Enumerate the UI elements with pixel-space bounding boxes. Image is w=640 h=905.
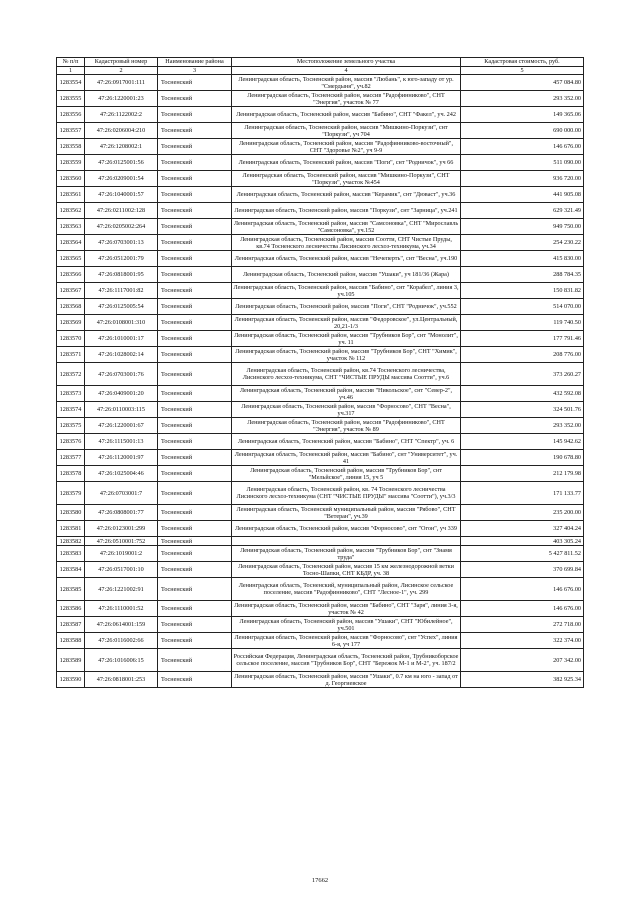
- district-name-cell: Тосненский: [158, 521, 232, 537]
- cadastral-value-cell: 432 592.08: [461, 386, 584, 402]
- table-row: [57, 482, 584, 505]
- table-row: [57, 601, 584, 617]
- row-number-cell: 1283588: [57, 633, 85, 649]
- location-cell: Ленинградская область, Тосненский район, массив "Бабино", СНТ "Заря", линия 3-я, участок № 42: [232, 601, 461, 617]
- cadastral-value-cell: 288 784.35: [461, 267, 584, 283]
- district-name-cell: Тосненский: [158, 235, 232, 251]
- cadastral-number-cell: 47:26:1220001:67: [85, 418, 158, 434]
- table-row: [57, 171, 584, 187]
- location-cell: Ленинградская область, Тосненский район, массив "Радофинниково", СНТ "Энергия", участок № 89: [232, 418, 461, 434]
- row-number-cell: 1283574: [57, 402, 85, 418]
- district-name-cell: Тосненский: [158, 267, 232, 283]
- cadastral-value-cell: 511 090.00: [461, 155, 584, 171]
- table-row: [57, 107, 584, 123]
- location-cell: Ленинградская область, Тосненский район, массив "Ушаки", уч 181/36 (Жара): [232, 267, 461, 283]
- row-number-cell: 1283556: [57, 107, 85, 123]
- row-number-cell: 1283557: [57, 123, 85, 139]
- location-cell: Ленинградская область, Тосненский район, массив "Бабино", снт "Университет", уч. 41: [232, 450, 461, 466]
- page-number: 17662: [311, 877, 329, 884]
- table-row: [57, 75, 584, 91]
- cadastral-number-cell: 47:26:0808001:77: [85, 505, 158, 521]
- column-index: 5: [461, 67, 584, 75]
- cadastral-value-cell: 949 750.00: [461, 219, 584, 235]
- district-name-cell: Тосненский: [158, 123, 232, 139]
- district-name-cell: Тосненский: [158, 386, 232, 402]
- table-row: [57, 537, 584, 546]
- row-number-cell: 1283560: [57, 171, 85, 187]
- location-cell: Ленинградская область, Тосненский район, массив "Ушаки", 0.7 км на юго - запад от д. Георгиевское: [232, 672, 461, 688]
- cadastral-number-cell: 47:26:0116002:66: [85, 633, 158, 649]
- location-cell: Ленинградская область, Тосненский район, массив "Трубников Бор", снт "Мельйское", линия 15, уч 5: [232, 466, 461, 482]
- cadastral-number-cell: 47:26:1208002:1: [85, 139, 158, 155]
- location-cell: Ленинградская область, Тосненский, муниципальный район, Лисинское сельское поселение, массив "Радофинниково", СНТ "Лесное-1", уч. 299: [232, 578, 461, 601]
- row-number-cell: 1283579: [57, 482, 85, 505]
- row-number-cell: 1283575: [57, 418, 85, 434]
- cadastral-number-cell: 47:26:1122002:2: [85, 107, 158, 123]
- cadastral-number-cell: 47:26:0206004:210: [85, 123, 158, 139]
- row-number-cell: 1283578: [57, 466, 85, 482]
- cadastral-value-cell: 212 179.98: [461, 466, 584, 482]
- cadastral-value-cell: 373 260.27: [461, 363, 584, 386]
- cadastral-value-cell: 5 427 811.52: [461, 546, 584, 562]
- location-cell: [232, 537, 461, 546]
- district-name-cell: Тосненский: [158, 617, 232, 633]
- column-index: 4: [232, 67, 461, 75]
- row-number-cell: 1283567: [57, 283, 85, 299]
- cadastral-value-cell: 327 404.24: [461, 521, 584, 537]
- row-number-cell: 1283554: [57, 75, 85, 91]
- cadastral-number-cell: 47:26:1028002:14: [85, 347, 158, 363]
- district-name-cell: Тосненский: [158, 315, 232, 331]
- location-cell: Ленинградская область, Тосненский район, массив "Бабино", снт "Корабел", линия 3, уч.105: [233, 283, 459, 298]
- location-cell: Ленинградская область, Тосненский район, массив "Поркузи", снт "Зарница", уч.241: [232, 203, 461, 219]
- row-number-cell: 1283566: [57, 267, 85, 283]
- district-name-cell: Тосненский: [158, 171, 232, 187]
- cadastral-value-cell: 119 740.50: [461, 315, 584, 331]
- row-number-cell: 1283581: [57, 521, 85, 537]
- location-cell: Ленинградская область, Тосненский район, массив "Трубников Бор", снт "Знамя труда": [232, 546, 461, 562]
- row-number-cell: 1283563: [57, 219, 85, 235]
- table-row: [57, 139, 584, 155]
- cadastral-value-cell: 150 831.82: [461, 283, 584, 299]
- row-number-cell: 1283582: [57, 537, 85, 546]
- table-row: [57, 434, 584, 450]
- header-cadastral-value: Кадастровая стоимость, руб.: [461, 58, 584, 67]
- cadastral-value-cell: 235 200.00: [461, 505, 584, 521]
- row-number-cell: 1283577: [57, 450, 85, 466]
- location-cell: Ленинградская область, Тосненский район, массив "Федоровское", ул.Центральный, 20,21-1/3: [232, 315, 461, 331]
- cadastral-number-cell: 47:26:0614001:159: [85, 617, 158, 633]
- cadastral-number-cell: 47:26:1010001:17: [85, 331, 158, 347]
- cadastral-value-cell: 146 676.00: [461, 601, 584, 617]
- table-row: [57, 466, 584, 482]
- cadastral-number-cell: 47:26:0703001:76: [85, 363, 158, 386]
- district-name-cell: Тосненский: [158, 537, 232, 546]
- district-name-cell: Тосненский: [158, 347, 232, 363]
- district-name-cell: Тосненский: [158, 601, 232, 617]
- district-name-cell: Тосненский: [158, 251, 232, 267]
- district-name-cell: Тосненский: [158, 546, 232, 562]
- cadastral-value-table: [56, 57, 584, 688]
- cadastral-number-cell: 47:26:0917001:111: [85, 75, 158, 91]
- cadastral-value-cell: 457 084.80: [461, 75, 584, 91]
- row-number-cell: 1283570: [57, 331, 85, 347]
- cadastral-number-cell: 47:26:0123001:299: [85, 521, 158, 537]
- location-cell: Ленинградская область, Тосненский район, кв. 74 Тосненского лесничества Лисинского лесхоз-техникума (СНТ "ЧИСТЫЕ ПРУДЫ" массива "Соотти"), уч.3/3: [232, 482, 461, 505]
- cadastral-number-cell: 47:26:1016006:15: [85, 649, 158, 672]
- location-cell: Ленинградская область, Тосненский район, массив "Нечеперть", снт "Весна", уч.190: [232, 251, 461, 267]
- table-row: [57, 155, 584, 171]
- cadastral-number-cell: 47:26:0517001:10: [85, 562, 158, 578]
- table-row: [57, 347, 584, 363]
- table-row: [57, 505, 584, 521]
- district-name-cell: Тосненский: [158, 649, 232, 672]
- cadastral-value-cell: 272 718.00: [461, 617, 584, 633]
- cadastral-value-cell: 441 905.08: [461, 187, 584, 203]
- cadastral-value-cell: 382 925.34: [461, 672, 584, 688]
- table-row: [57, 546, 584, 562]
- row-number-cell: 1283580: [57, 505, 85, 521]
- district-name-cell: Тосненский: [158, 331, 232, 347]
- row-number-cell: 1283562: [57, 203, 85, 219]
- table-row: [57, 219, 584, 235]
- row-number-cell: 1283576: [57, 434, 85, 450]
- cadastral-value-cell: 322 374.00: [461, 633, 584, 649]
- table-row: [57, 633, 584, 649]
- table-row: [57, 267, 584, 283]
- cadastral-number-cell: 47:26:1221002:91: [85, 578, 158, 601]
- table-row: [57, 562, 584, 578]
- row-number-cell: 1283587: [57, 617, 85, 633]
- district-name-cell: Тосненский: [158, 299, 232, 315]
- table-row: [57, 649, 584, 672]
- header-location: Местоположение земельного участка: [232, 58, 461, 67]
- cadastral-value-cell: 149 365.06: [461, 107, 584, 123]
- table-row: [57, 617, 584, 633]
- cadastral-value-cell: 207 342.00: [461, 649, 584, 672]
- row-number-cell: 1283571: [57, 347, 85, 363]
- row-number-cell: 1283555: [57, 91, 85, 107]
- district-name-cell: Тосненский: [158, 139, 232, 155]
- cadastral-number-cell: 47:26:1120001:97: [85, 450, 158, 466]
- cadastral-number-cell: 47:26:1117001:82: [85, 283, 158, 299]
- district-name-cell: Тосненский: [158, 107, 232, 123]
- cadastral-number-cell: 47:26:0703001:7: [85, 482, 158, 505]
- location-cell: Ленинградская область, Тосненский район, массив "Бабино", СНТ "Спектр", уч. 6: [232, 434, 461, 450]
- table-body: [57, 75, 584, 688]
- location-cell: Ленинградская область, Тосненский район, массив "Радофинниково", СНТ "Энергия", участок № 77: [232, 91, 461, 107]
- location-cell: Ленинградская область, Тосненский район, массив "Самсоновка", СНТ "Мирославль "Самсоновка", уч.152: [232, 219, 461, 235]
- table-row: [57, 386, 584, 402]
- cadastral-number-cell: 47:26:0125005:54: [85, 299, 158, 315]
- row-number-cell: 1283583: [57, 546, 85, 562]
- cadastral-value-cell: 293 352.00: [461, 418, 584, 434]
- district-name-cell: Тосненский: [158, 418, 232, 434]
- table-row: [57, 283, 584, 299]
- location-cell: Ленинградская область, Тосненский район, массив Соотти, СНТ Чистые Пруды, кв.74 Тосненского лесничества Лисинского лесхоз-техникума, уч.34: [232, 235, 461, 251]
- row-number-cell: 1283568: [57, 299, 85, 315]
- cadastral-number-cell: 47:26:1220001:23: [85, 91, 158, 107]
- district-name-cell: Тосненский: [158, 633, 232, 649]
- row-number-cell: 1283564: [57, 235, 85, 251]
- table-row: [57, 235, 584, 251]
- cadastral-value-cell: 403 305.24: [461, 537, 584, 546]
- district-name-cell: Тосненский: [158, 187, 232, 203]
- cadastral-value-cell: 171 133.77: [461, 482, 584, 505]
- row-number-cell: 1283584: [57, 562, 85, 578]
- cadastral-value-cell: 629 321.49: [461, 203, 584, 219]
- location-cell: Ленинградская область, Тосненский муниципальный район, массив "Рябово", СНТ "Ветеран", уч.39: [232, 505, 461, 521]
- location-cell: Ленинградская область, Тосненский район, массив "Трубников Бор", снт "Монолит", уч. 11: [232, 331, 461, 347]
- cadastral-number-cell: 47:26:0211002:128: [85, 203, 158, 219]
- location-cell: Ленинградская область, Тосненский район, массив "Поги", снт "Родничок", уч 66: [232, 155, 461, 171]
- cadastral-number-cell: 47:26:0209001:54: [85, 171, 158, 187]
- column-index: 1: [57, 67, 85, 75]
- cadastral-number-cell: 47:26:0125001:56: [85, 155, 158, 171]
- cadastral-value-cell: 254 230.22: [461, 235, 584, 251]
- cadastral-number-cell: 47:26:1019001:2: [85, 546, 158, 562]
- location-cell: Ленинградская область, Тосненский район, массив "Радофинниково-восточный", СНТ "Здоровье №2", уч 9-9: [232, 139, 461, 155]
- row-number-cell: 1283586: [57, 601, 85, 617]
- cadastral-value-cell: 177 791.46: [461, 331, 584, 347]
- location-cell: Ленинградская область, Тосненский район, массив "Ушаки", СНТ "Юбилейное", уч.501: [232, 617, 461, 633]
- table-header-row: [57, 58, 584, 67]
- row-number-cell: 1283573: [57, 386, 85, 402]
- district-name-cell: Тосненский: [158, 75, 232, 91]
- district-name-cell: Тосненский: [158, 434, 232, 450]
- location-cell: Ленинградская область, Тосненский район, массив "Форносово", СНТ "Весна", уч.317: [232, 402, 461, 418]
- table-row: [57, 315, 584, 331]
- location-cell: Ленинградская область, Тосненский район, массив "Керамик", снт "Дюваст", уч.36: [232, 187, 461, 203]
- district-name-cell: Тосненский: [158, 466, 232, 482]
- district-name-cell: Тосненский: [158, 505, 232, 521]
- cadastral-value-cell: 146 676.00: [461, 578, 584, 601]
- cadastral-value-cell: 208 776.00: [461, 347, 584, 363]
- table-row: [57, 672, 584, 688]
- row-number-cell: 1283558: [57, 139, 85, 155]
- cadastral-number-cell: 47:26:0205002:264: [85, 219, 158, 235]
- district-name-cell: Тосненский: [158, 672, 232, 688]
- location-cell: Российская Федерация, Ленинградская область, Тосненский район, Трубникоборское сельское поселение, массив "Трубников Бор", СНТ "Бережок М-1 и М-2", уч. 187/2: [232, 649, 461, 672]
- location-cell: Ленинградская область, Тосненский район, массив "Мишкино-Поркузи", снт "Поркузи", уч 704: [232, 123, 461, 139]
- cadastral-number-cell: 47:26:0108001:310: [85, 315, 158, 331]
- cadastral-number-cell: 47:26:0110003:115: [85, 402, 158, 418]
- district-name-cell: Тосненский: [158, 578, 232, 601]
- table-row: [57, 187, 584, 203]
- cadastral-number-cell: 47:26:1025004:46: [85, 466, 158, 482]
- cadastral-number-cell: 47:26:0409001:20: [85, 386, 158, 402]
- cadastral-value-cell: 293 352.00: [461, 91, 584, 107]
- row-number-cell: 1283561: [57, 187, 85, 203]
- row-number-cell: 1283572: [57, 363, 85, 386]
- cadastral-value-cell: 146 676.00: [461, 139, 584, 155]
- cadastral-number-cell: 47:26:0510001:752: [85, 537, 158, 546]
- row-number-cell: 1283569: [57, 315, 85, 331]
- cadastral-number-cell: 47:26:1110001:52: [85, 601, 158, 617]
- cadastral-number-cell: 47:26:1115001:13: [85, 434, 158, 450]
- cadastral-value-table-sheet: [56, 57, 583, 688]
- location-cell: Ленинградская область, Тосненский район, массив "Форносово", снт "Огон", уч 339: [232, 521, 461, 537]
- table-row: [57, 521, 584, 537]
- table-row: [57, 578, 584, 601]
- district-name-cell: Тосненский: [158, 562, 232, 578]
- location-cell: Ленинградская область, Тосненский район, массив "Никольское", снт "Север-2", уч.46: [232, 386, 461, 402]
- location-cell: Ленинградская область, Тосненский район, кв.74 Тосненского лесничества, Лисинского лесхоз-техникума, СНТ "ЧИСТЫЕ ПРУДЫ массива Соотти", уч.6: [232, 363, 461, 386]
- location-cell: Ленинградская область, Тосненский район, массив "Бабино", СНТ "Факел", уч. 242: [232, 107, 461, 123]
- row-number-cell: 1283585: [57, 578, 85, 601]
- table-row: [57, 251, 584, 267]
- cadastral-value-cell: 690 000.00: [461, 123, 584, 139]
- table-row: [57, 331, 584, 347]
- location-cell: Ленинградская область, Тосненский район, массив "Трубников Бор", СНТ "Химик", участок № 112: [232, 347, 461, 363]
- cadastral-number-cell: 47:26:0818001:253: [85, 672, 158, 688]
- header-number: № п/п: [57, 58, 85, 67]
- cadastral-number-cell: 47:26:0818001:95: [85, 267, 158, 283]
- cadastral-value-cell: 936 720.00: [461, 171, 584, 187]
- location-cell: Ленинградская область, Тосненский район, массив "Форносово", снт "Успех", линия 6-я, уч 177: [232, 633, 461, 649]
- district-name-cell: Тосненский: [158, 363, 232, 386]
- column-index-row: [57, 67, 584, 75]
- table-row: [57, 299, 584, 315]
- column-index: 3: [158, 67, 232, 75]
- cadastral-number-cell: 47:26:0512001:79: [85, 251, 158, 267]
- district-name-cell: Тосненский: [158, 482, 232, 505]
- table-row: [57, 123, 584, 139]
- cadastral-value-cell: 190 678.80: [461, 450, 584, 466]
- district-name-cell: Тосненский: [158, 283, 232, 299]
- header-district-name: Наименование района: [158, 58, 232, 67]
- cadastral-value-cell: 145 942.62: [461, 434, 584, 450]
- location-cell: Ленинградская область, Тосненский район, массив 15 км железнодорожной ветки Тосно-Шапки, СНТ КБДР, уч. 38: [232, 562, 461, 578]
- district-name-cell: Тосненский: [158, 402, 232, 418]
- row-number-cell: 1283559: [57, 155, 85, 171]
- column-index: 2: [85, 67, 158, 75]
- table-row: [57, 203, 584, 219]
- cadastral-value-cell: 514 070.00: [461, 299, 584, 315]
- table-row: [57, 418, 584, 434]
- district-name-cell: Тосненский: [158, 450, 232, 466]
- district-name-cell: Тосненский: [158, 155, 232, 171]
- row-number-cell: 1283565: [57, 251, 85, 267]
- district-name-cell: Тосненский: [158, 203, 232, 219]
- location-cell: Ленинградская область, Тосненский район, массив "Мишкино-Поркузи", СНТ "Поркузи", участок №454: [232, 171, 461, 187]
- table-row: [57, 450, 584, 466]
- header-cadastral-number: Кадастровый номер: [85, 58, 158, 67]
- row-number-cell: 1283590: [57, 672, 85, 688]
- district-name-cell: Тосненский: [158, 219, 232, 235]
- table-row: [57, 363, 584, 386]
- table-row: [57, 402, 584, 418]
- cadastral-value-cell: 370 699.84: [461, 562, 584, 578]
- cadastral-number-cell: 47:26:1040001:57: [85, 187, 158, 203]
- location-cell: Ленинградская область, Тосненский район, массив "Любань", к юго-западу от ур. "Смердыня", уч.82: [232, 75, 461, 91]
- location-cell: Ленинградская область, Тосненский район, массив "Поги", СНТ "Родничок", уч.552: [232, 299, 461, 315]
- cadastral-value-cell: 415 830.00: [461, 251, 584, 267]
- cadastral-number-cell: 47:26:0703001:13: [85, 235, 158, 251]
- cadastral-value-cell: 324 501.76: [461, 402, 584, 418]
- table-row: [57, 91, 584, 107]
- row-number-cell: 1283589: [57, 649, 85, 672]
- district-name-cell: Тосненский: [158, 91, 232, 107]
